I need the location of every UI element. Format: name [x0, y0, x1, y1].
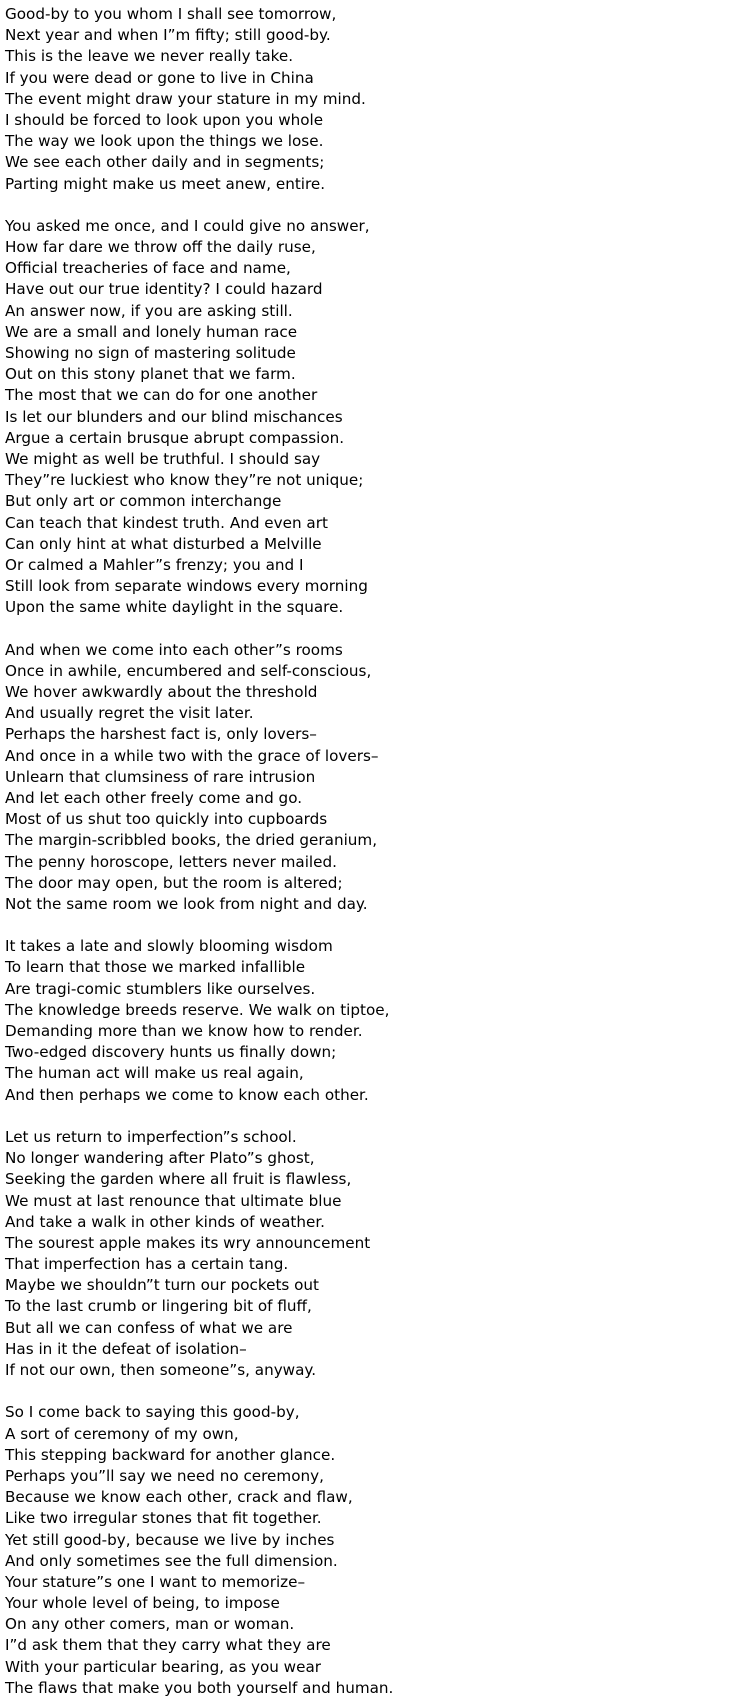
- stanza: [5, 216, 745, 619]
- poem-line: Can teach that kindest truth. And even art: [5, 513, 328, 532]
- poem-line: Good-by to you whom I shall see tomorrow,: [5, 5, 337, 23]
- stanza: [5, 1127, 745, 1381]
- poem-line: We are a small and lonely human race: [5, 322, 298, 341]
- poem-line: Let us return to imperfection”s school.: [5, 1127, 297, 1146]
- poem-line: Your stature”s one I want to memorize–: [5, 1572, 306, 1591]
- poem-line: And take a walk in other kinds of weather.: [5, 1212, 325, 1231]
- poem-line: Perhaps you”ll say we need no ceremony,: [5, 1466, 324, 1485]
- poem-line: Official treacheries of face and name,: [5, 259, 291, 278]
- stanza: [5, 4, 745, 195]
- poem-line: And once in a while two with the grace of lovers–: [5, 746, 379, 765]
- poem-line: Next year and when I”m fifty; still good-by.: [5, 26, 331, 45]
- stanza: [5, 1402, 745, 1699]
- poem-line: I”d ask them that they carry what they are: [5, 1636, 331, 1655]
- poem-line: Has in it the defeat of isolation–: [5, 1339, 247, 1358]
- poem-line: And usually regret the visit later.: [5, 704, 254, 723]
- poem-line: If you were dead or gone to live in China: [5, 68, 314, 87]
- poem-line: Demanding more than we know how to render.: [5, 1022, 363, 1040]
- poem-line: Upon the same white daylight in the square.: [5, 598, 344, 617]
- stanza: [5, 640, 745, 915]
- poem-line: To learn that those we marked infallible: [5, 958, 306, 977]
- poem-line: Can only hint at what disturbed a Melville: [5, 534, 322, 553]
- poem-line: So I come back to saying this good-by,: [5, 1403, 300, 1422]
- poem-line: Your whole level of being, to impose: [5, 1594, 280, 1613]
- poem-line: And let each other freely come and go.: [5, 788, 303, 807]
- poem-line: The sourest apple makes its wry announcement: [5, 1233, 371, 1252]
- poem-line: The knowledge breeds reserve. We walk on tiptoe,: [5, 1000, 390, 1019]
- poem-line: But only art or common interchange: [5, 492, 282, 511]
- poem-line: An answer now, if you are asking still.: [5, 301, 293, 320]
- poem-line: The most that we can do for one another: [5, 386, 318, 405]
- poem-line: A sort of ceremony of my own,: [5, 1424, 239, 1443]
- poem-line: The human act will make us real again,: [5, 1064, 304, 1083]
- poem-line: Like two irregular stones that fit together.: [5, 1509, 322, 1528]
- poem-line: Showing no sign of mastering solitude: [5, 344, 296, 362]
- poem-line: Unlearn that clumsiness of rare intrusion: [5, 767, 316, 786]
- poem-line: You asked me once, and I could give no answer,: [5, 216, 370, 235]
- poem-line: With your particular bearing, as you wear: [5, 1657, 322, 1676]
- poem-line: Two-edged discovery hunts us finally down;: [5, 1043, 337, 1062]
- poem-line: The margin-scribbled books, the dried geranium,: [5, 831, 378, 850]
- poem-line: This stepping backward for another glance.: [5, 1445, 336, 1464]
- poem-line: I should be forced to look upon you whole: [5, 110, 324, 129]
- poem-line: Have out our true identity? I could hazard: [5, 280, 323, 299]
- poem-line: Once in awhile, encumbered and self-conscious,: [5, 661, 372, 680]
- poem-line: Is let our blunders and our blind mischances: [5, 407, 343, 426]
- poem-line: The door may open, but the room is altered;: [5, 873, 343, 892]
- poem-line: To the last crumb or lingering bit of fluff,: [5, 1297, 312, 1316]
- poem-line: They”re luckiest who know they”re not unique;: [5, 471, 364, 490]
- poem-line: We see each other daily and in segments;: [5, 153, 325, 172]
- poem-line: And only sometimes see the full dimension.: [5, 1551, 338, 1570]
- poem-line: But all we can confess of what we are: [5, 1318, 293, 1337]
- poem-line: The event might draw your stature in my mind.: [5, 89, 366, 108]
- poem-line: We must at last renounce that ultimate blue: [5, 1191, 342, 1210]
- poem-line: If not our own, then someone”s, anyway.: [5, 1361, 317, 1379]
- poem-line: The flaws that make you both yourself and human.: [5, 1678, 394, 1697]
- poem-line: Perhaps the harshest fact is, only lovers–: [5, 725, 317, 744]
- poem-line: And when we come into each other”s rooms: [5, 640, 343, 659]
- poem-line: Not the same room we look from night and day.: [5, 894, 368, 913]
- poem-line: How far dare we throw off the daily ruse,: [5, 238, 316, 257]
- poem-line: No longer wandering after Plato”s ghost,: [5, 1149, 315, 1168]
- poem-line: Most of us shut too quickly into cupboards: [5, 810, 328, 829]
- poem-line: Still look from separate windows every morning: [5, 577, 368, 596]
- poem-line: That imperfection has a certain tang.: [5, 1255, 289, 1274]
- poem-line: On any other comers, man or woman.: [5, 1615, 295, 1634]
- poem-line: It takes a late and slowly blooming wisdom: [5, 937, 333, 956]
- poem-line: Are tragi-comic stumblers like ourselves.: [5, 979, 316, 998]
- poem-line: We hover awkwardly about the threshold: [5, 683, 318, 701]
- poem-line: The way we look upon the things we lose.: [5, 132, 324, 151]
- poem-line: The penny horoscope, letters never mailed.: [5, 852, 337, 871]
- stanza: [5, 936, 745, 1106]
- poem-line: We might as well be truthful. I should say: [5, 449, 321, 468]
- poem-line: Seeking the garden where all fruit is flawless,: [5, 1170, 352, 1189]
- poem-line: Argue a certain brusque abrupt compassion.: [5, 428, 345, 447]
- poem-line: Because we know each other, crack and flaw,: [5, 1488, 353, 1507]
- poem-line: And then perhaps we come to know each other.: [5, 1085, 369, 1104]
- poem-line: This is the leave we never really take.: [5, 47, 294, 66]
- poem-line: Or calmed a Mahler”s frenzy; you and I: [5, 555, 304, 574]
- poem-line: Yet still good-by, because we live by inches: [5, 1530, 335, 1549]
- poem-line: Maybe we shouldn”t turn our pockets out: [5, 1276, 320, 1295]
- poem-line: Parting might make us meet anew, entire.: [5, 174, 326, 193]
- poem-line: Out on this stony planet that we farm.: [5, 365, 296, 384]
- poem-text: [5, 4, 745, 1699]
